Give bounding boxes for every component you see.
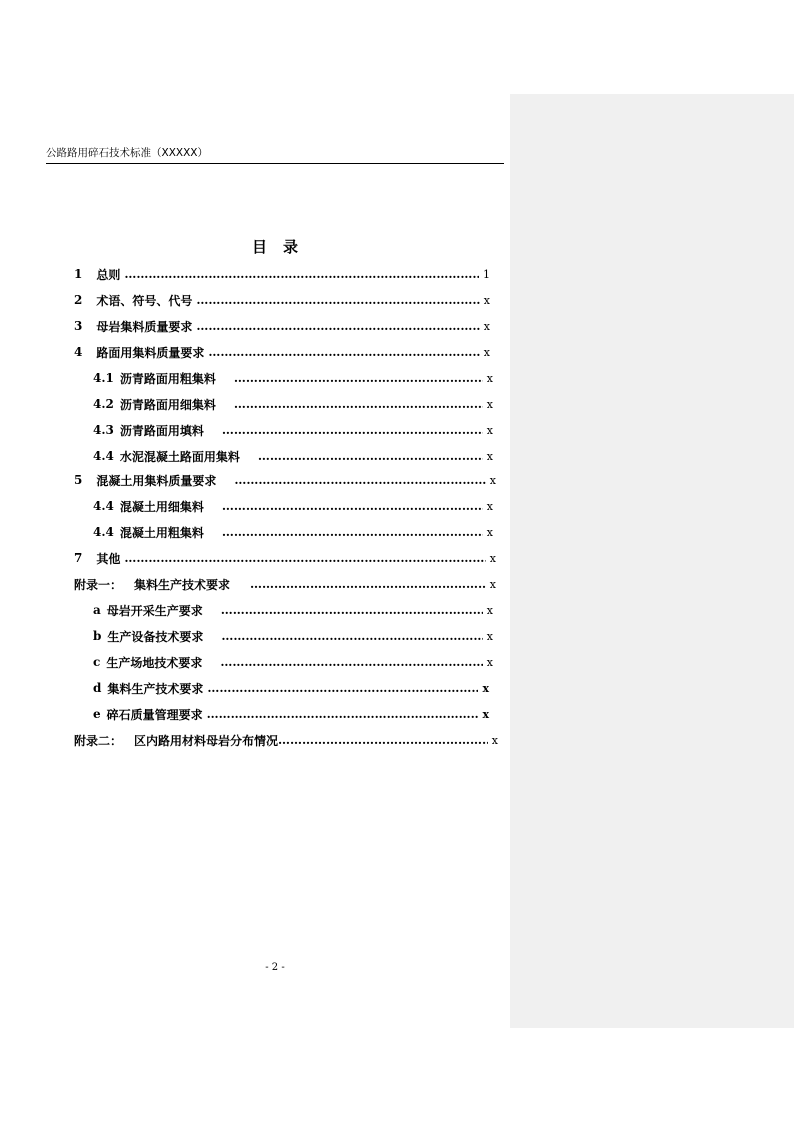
toc-entry[interactable] (93, 368, 493, 388)
running-header: 公路路用碎石技术标准（XXXXX） (46, 146, 504, 164)
toc-leader-dots (208, 345, 479, 359)
toc-leader-dots (222, 499, 483, 513)
toc-entry-label: 碎石质量管理要求 (106, 707, 203, 722)
toc-entry-number: c (93, 655, 101, 669)
toc-entry-label: 术语、符号、代号 (96, 293, 193, 308)
toc-entry-page: x (486, 449, 493, 463)
toc-entry-page: x (483, 293, 490, 307)
toc-entry[interactable] (93, 626, 493, 646)
toc-entry[interactable] (74, 730, 498, 750)
toc-entry-number: b (93, 629, 102, 643)
toc-entry-label: 路面用集料质量要求 (96, 345, 205, 360)
toc-title-char: 录 (283, 238, 299, 256)
toc-entry[interactable] (93, 446, 493, 466)
toc-leader-dots (124, 267, 479, 281)
toc-entry-label: 混凝土用细集料 (119, 499, 204, 514)
toc-entry-number: 4.4 (93, 449, 114, 463)
toc-entry[interactable] (74, 470, 496, 490)
toc-entry-label: 混凝土用粗集料 (119, 525, 204, 540)
toc-entry-page: x (486, 629, 493, 643)
toc-leader-dots (124, 551, 485, 565)
toc-entry[interactable] (74, 342, 490, 362)
toc-leader-dots (221, 603, 483, 617)
toc-entry-page: x (486, 655, 493, 669)
toc-title (0, 236, 550, 257)
toc-entry[interactable] (93, 394, 493, 414)
toc-entry-page: x (483, 345, 490, 359)
toc-entry-page: x (482, 707, 489, 721)
toc-entry-number: 附录二： (74, 733, 123, 748)
comment-pane (510, 94, 794, 1028)
toc-entry[interactable] (74, 290, 490, 310)
toc-entry-page: x (489, 577, 496, 591)
toc-leader-dots (222, 423, 483, 437)
toc-entry-number: 2 (74, 293, 83, 307)
toc-entry-label: 水泥混凝土路面用集料 (119, 449, 240, 464)
toc-entry-page: x (486, 499, 493, 513)
toc-entry[interactable] (74, 264, 490, 284)
toc-entry-label: 生产场地技术要求 (106, 655, 203, 670)
toc-entry-label: 集料生产技术要求 (134, 577, 231, 592)
toc-entry-number: 5 (74, 473, 83, 487)
toc-leader-dots (278, 733, 488, 747)
toc-leader-dots (222, 525, 483, 539)
toc-entry-number: 3 (74, 319, 83, 333)
toc-entry-number: 4.2 (93, 397, 114, 411)
toc-entry-number: 4.3 (93, 423, 114, 437)
toc-entry-number: 4.1 (93, 371, 114, 385)
toc-entry[interactable] (93, 704, 489, 724)
toc-leader-dots (234, 371, 483, 385)
page-number: - 2 - (265, 962, 285, 973)
toc-entry[interactable] (93, 600, 493, 620)
toc-entry-number: 1 (74, 267, 83, 281)
toc-leader-dots (196, 293, 479, 307)
toc-entry-page: x (483, 319, 490, 333)
toc-entry-label: 沥青路面用粗集料 (119, 371, 216, 386)
toc-entry-label: 沥青路面用填料 (119, 423, 204, 438)
toc-entry-label: 母岩集料质量要求 (96, 319, 193, 334)
toc-entry-page: x (486, 525, 493, 539)
toc-entry-page: x (486, 423, 493, 437)
toc-entry-page: x (486, 371, 493, 385)
toc-entry-label: 沥青路面用细集料 (119, 397, 216, 412)
toc-entry-number: 4 (74, 345, 83, 359)
toc-entry-page: x (491, 733, 498, 747)
toc-entry[interactable] (93, 652, 493, 672)
toc-title-char: 目 (251, 238, 267, 256)
toc-entry-number: e (93, 707, 101, 721)
toc-entry-number: 4.4 (93, 499, 114, 513)
toc-leader-dots (221, 629, 482, 643)
toc-entry-number: 4.4 (93, 525, 114, 539)
toc-entry-label: 生产设备技术要求 (107, 629, 204, 644)
toc-entry[interactable] (74, 574, 496, 594)
toc-entry-number: a (93, 603, 101, 617)
toc-entry-label: 区内路用材料母岩分布情况 (134, 733, 279, 748)
toc-entry-number: d (93, 681, 102, 695)
toc-leader-dots (220, 655, 482, 669)
toc-entry-label: 其他 (96, 551, 121, 566)
toc-leader-dots (207, 707, 479, 721)
toc-leader-dots (196, 319, 479, 333)
toc-entry-page: x (486, 603, 493, 617)
toc-entry[interactable] (74, 316, 490, 336)
toc-leader-dots (207, 681, 478, 695)
toc-entry-number: 附录一： (74, 577, 123, 592)
toc-entry-label: 混凝土用集料质量要求 (96, 473, 217, 488)
toc-leader-dots (234, 473, 485, 487)
toc-entry-page: x (486, 397, 493, 411)
toc-entry-page: x (482, 681, 489, 695)
toc-leader-dots (234, 397, 483, 411)
toc-entry-page: x (489, 473, 496, 487)
toc-entry[interactable] (74, 548, 496, 568)
toc-entry-label: 总则 (96, 267, 121, 282)
toc-entry[interactable] (93, 496, 493, 516)
toc-leader-dots (250, 577, 486, 591)
toc-entry-label: 母岩开采生产要求 (106, 603, 203, 618)
toc-entry[interactable] (93, 522, 493, 542)
toc-entry-label: 集料生产技术要求 (107, 681, 204, 696)
toc-entry-page: x (489, 551, 496, 565)
toc-entry[interactable] (93, 678, 489, 698)
toc-entry-number: 7 (74, 551, 83, 565)
toc-entry-page: 1 (483, 267, 490, 281)
toc-leader-dots (258, 449, 483, 463)
toc-entry[interactable] (93, 420, 493, 440)
